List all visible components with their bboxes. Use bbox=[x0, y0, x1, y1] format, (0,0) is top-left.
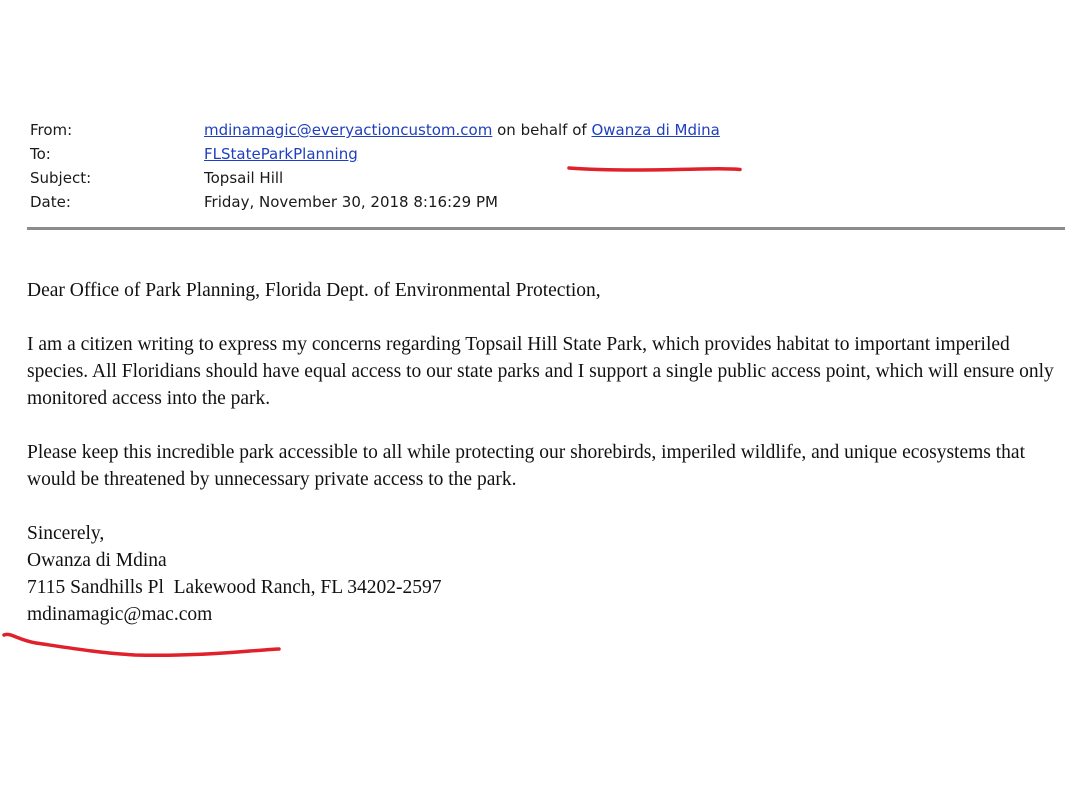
sender-address: 7115 Sandhills Pl Lakewood Ranch, FL 34202-2597 bbox=[27, 577, 442, 598]
from-name-link[interactable]: Owanza di Mdina bbox=[591, 121, 720, 139]
red-underline-sender-name bbox=[569, 168, 740, 170]
header-divider bbox=[27, 227, 1065, 230]
to-value-link[interactable]: FLStateParkPlanning bbox=[204, 145, 358, 163]
sender-email: mdinamagic@mac.com bbox=[27, 604, 213, 625]
red-underline-sender-email bbox=[4, 634, 279, 655]
greeting: Dear Office of Park Planning, Florida Dept. of Environmental Protection, bbox=[27, 280, 601, 301]
closing: Sincerely, bbox=[27, 523, 105, 544]
signature-block bbox=[27, 520, 1067, 628]
date-label: Date: bbox=[30, 193, 71, 211]
from-value bbox=[204, 119, 720, 141]
sender-name: Owanza di Mdina bbox=[27, 550, 167, 571]
paragraph-1: I am a citizen writing to express my concerns regarding Topsail Hill State Park, which provides habitat to important imperiled species. All Floridians should have equal access to our state parks and I support a single public access point, which will ensure only monitored access into the park. bbox=[27, 334, 1054, 409]
to-label: To: bbox=[30, 145, 51, 163]
subject-label: Subject: bbox=[30, 169, 92, 187]
subject-value: Topsail Hill bbox=[204, 169, 284, 187]
email-body bbox=[27, 277, 1067, 628]
paragraph-2: Please keep this incredible park accessible to all while protecting our shorebirds, imperiled wildlife, and unique ecosystems that would be threatened by unnecessary private access to the park. bbox=[27, 442, 1026, 490]
from-on-behalf-text: on behalf of bbox=[492, 121, 592, 139]
date-value: Friday, November 30, 2018 8:16:29 PM bbox=[204, 193, 498, 211]
from-label: From: bbox=[30, 121, 73, 139]
from-email-link[interactable]: mdinamagic@everyactioncustom.com bbox=[204, 121, 493, 139]
